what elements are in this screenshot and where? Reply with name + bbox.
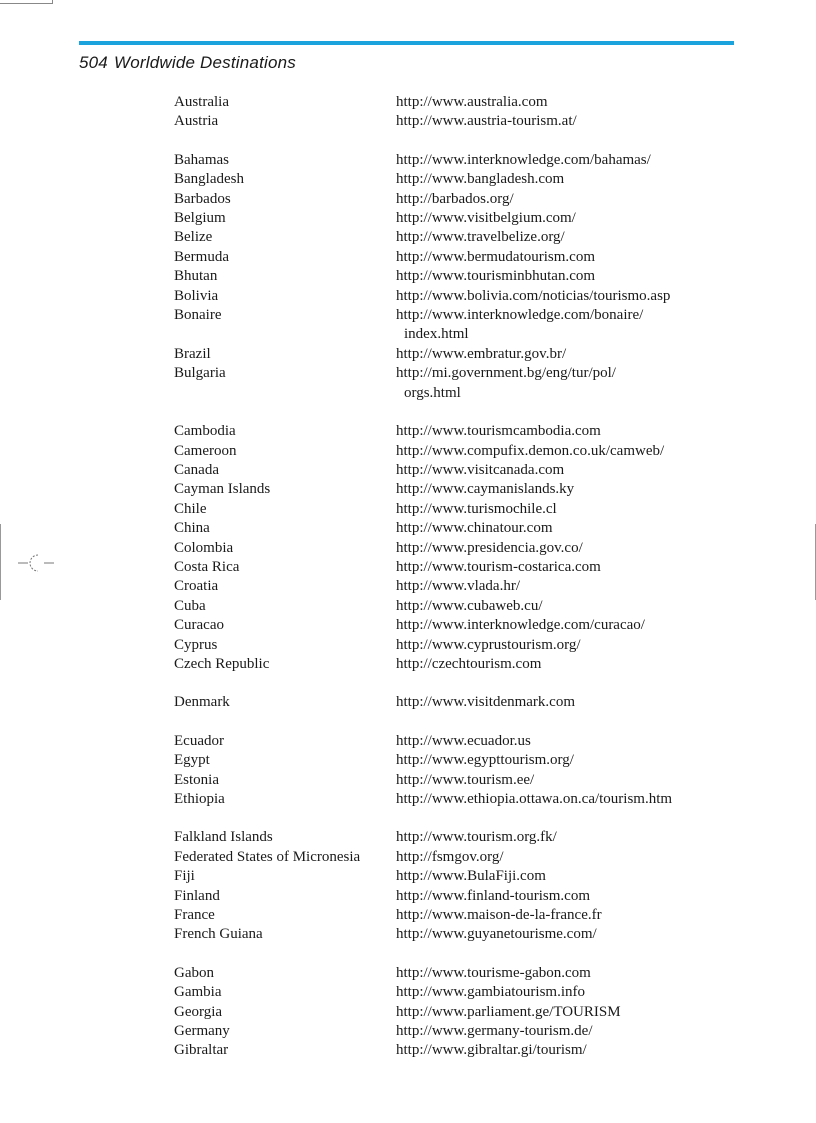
tourism-url: http://barbados.org/ xyxy=(396,190,514,207)
list-item xyxy=(174,190,734,209)
page-number: 504 xyxy=(79,53,108,72)
tourism-url-cell xyxy=(396,887,734,906)
tourism-url: http://www.tourism.org.fk/ xyxy=(396,829,557,846)
country-name: Gabon xyxy=(174,964,214,981)
tourism-url-cell xyxy=(396,345,734,364)
list-item xyxy=(174,655,734,674)
tourism-url-cell xyxy=(396,867,734,886)
tourism-url-cell xyxy=(396,209,734,228)
country-name: Bulgaria xyxy=(174,365,226,382)
tourism-url: http://www.bolivia.com/noticias/tourismo.asp xyxy=(396,287,671,304)
tourism-url: http://www.visitbelgium.com/ xyxy=(396,210,576,227)
tourism-url-cell xyxy=(396,848,734,867)
tourism-url: http://www.travelbelize.org/ xyxy=(396,229,565,246)
tourism-url-cell xyxy=(396,558,734,577)
destinations-list xyxy=(174,93,734,1080)
list-item xyxy=(174,519,734,538)
country-name: Egypt xyxy=(174,752,210,769)
country-name: Cayman Islands xyxy=(174,481,271,498)
tourism-url-cell xyxy=(396,151,734,170)
country-name: Australia xyxy=(174,94,229,110)
tourism-url-cell xyxy=(396,828,734,847)
letter-group xyxy=(174,93,734,132)
country-name: Fiji xyxy=(174,868,195,885)
list-item xyxy=(174,209,734,228)
country-name: Federated States of Micronesia xyxy=(174,848,361,865)
tourism-url: http://www.austria-tourism.at/ xyxy=(396,113,577,130)
list-item xyxy=(174,906,734,925)
country-name: Cameroon xyxy=(174,442,237,459)
section-title: Worldwide Destinations xyxy=(113,53,296,72)
country-name: Cambodia xyxy=(174,423,236,440)
letter-group xyxy=(174,964,734,1061)
tourism-url-cell xyxy=(396,655,734,674)
tourism-url-cell xyxy=(396,93,734,112)
tourism-url: http://www.visitdenmark.com xyxy=(396,694,576,711)
tourism-url-cell xyxy=(396,964,734,983)
tourism-url-cell xyxy=(396,539,734,558)
country-name: China xyxy=(174,520,210,537)
list-item xyxy=(174,93,734,112)
country-name: Belgium xyxy=(174,210,226,227)
list-item xyxy=(174,732,734,751)
list-item xyxy=(174,693,734,712)
country-name: Gibraltar xyxy=(174,1042,229,1059)
tourism-url-cell xyxy=(396,925,734,944)
list-item xyxy=(174,500,734,519)
country-name: Brazil xyxy=(174,345,211,362)
tourism-url: http://www.tourism-costarica.com xyxy=(396,558,601,575)
tourism-url-cell xyxy=(396,906,734,925)
tourism-url: http://www.turismochile.cl xyxy=(396,500,557,517)
list-item xyxy=(174,771,734,790)
list-item xyxy=(174,790,734,809)
tourism-url-cell xyxy=(396,771,734,790)
tourism-url: http://fsmgov.org/ xyxy=(396,848,504,865)
country-name: Bangladesh xyxy=(174,171,244,188)
tourism-url: http://czechtourism.com xyxy=(396,655,542,672)
country-name: Denmark xyxy=(174,694,230,711)
country-name: Bermuda xyxy=(174,248,229,265)
country-name: Croatia xyxy=(174,578,219,595)
country-name: Ecuador xyxy=(174,732,224,749)
tourism-url-cell xyxy=(396,422,734,441)
tourism-url: http://www.caymanislands.ky xyxy=(396,481,575,498)
letter-group xyxy=(174,693,734,712)
crop-mark-tick xyxy=(52,0,53,4)
tourism-url: http://www.guyanetourisme.com/ xyxy=(396,926,597,943)
tourism-url-cell xyxy=(396,1022,734,1041)
tourism-url-cell xyxy=(396,693,734,712)
tourism-url: http://www.interknowledge.com/bonaire/ xyxy=(396,307,644,324)
tourism-url-cell xyxy=(396,1003,734,1022)
tourism-url-cell xyxy=(396,636,734,655)
tourism-url: http://www.germany-tourism.de/ xyxy=(396,1023,593,1040)
list-item xyxy=(174,558,734,577)
list-item xyxy=(174,616,734,635)
tourism-url: http://www.cubaweb.cu/ xyxy=(396,597,543,614)
tourism-url-cell xyxy=(396,1041,734,1060)
tourism-url-cell xyxy=(396,790,734,809)
margin-line-left xyxy=(0,524,1,600)
country-name: Georgia xyxy=(174,1003,223,1020)
tourism-url: http://mi.government.bg/eng/tur/pol/ xyxy=(396,365,616,382)
tourism-url-cell xyxy=(396,228,734,247)
list-item xyxy=(174,248,734,267)
tourism-url-cell xyxy=(396,461,734,480)
tourism-url: http://www.ethiopia.ottawa.on.ca/tourism.htm xyxy=(396,791,673,807)
country-name: Finland xyxy=(174,887,220,904)
list-item xyxy=(174,228,734,247)
country-name: Germany xyxy=(174,1023,230,1040)
tourism-url-cell xyxy=(396,364,734,403)
tourism-url-cell xyxy=(396,500,734,519)
country-name: Chile xyxy=(174,500,207,517)
list-item xyxy=(174,306,734,345)
list-item xyxy=(174,442,734,461)
tourism-url: http://www.maison-de-la-france.fr xyxy=(396,907,602,924)
tourism-url-cell xyxy=(396,577,734,596)
list-item xyxy=(174,887,734,906)
registration-mark-icon xyxy=(18,551,54,575)
list-item xyxy=(174,1041,734,1060)
tourism-url-cell xyxy=(396,983,734,1002)
tourism-url: http://www.ecuador.us xyxy=(396,732,531,749)
tourism-url: http://www.tourisminbhutan.com xyxy=(396,268,596,285)
list-item xyxy=(174,461,734,480)
tourism-url-cell xyxy=(396,170,734,189)
list-item xyxy=(174,287,734,306)
list-item xyxy=(174,925,734,944)
tourism-url-cell xyxy=(396,248,734,267)
country-name: Czech Republic xyxy=(174,655,270,672)
list-item xyxy=(174,1003,734,1022)
list-item xyxy=(174,1022,734,1041)
header-rule xyxy=(79,41,734,45)
country-name: Belize xyxy=(174,229,213,246)
tourism-url: http://www.tourisme-gabon.com xyxy=(396,964,591,981)
tourism-url: http://www.vlada.hr/ xyxy=(396,578,521,595)
tourism-url-cell xyxy=(396,306,734,345)
country-name: Barbados xyxy=(174,190,231,207)
tourism-url: http://www.embratur.gov.br/ xyxy=(396,345,567,362)
tourism-url-cell xyxy=(396,287,734,306)
tourism-url-cell xyxy=(396,480,734,499)
list-item xyxy=(174,577,734,596)
country-name: Gambia xyxy=(174,984,222,1001)
tourism-url-cell xyxy=(396,267,734,286)
tourism-url-cell xyxy=(396,751,734,770)
letter-group xyxy=(174,151,734,403)
tourism-url: http://www.presidencia.gov.co/ xyxy=(396,539,583,556)
list-item xyxy=(174,422,734,441)
list-item xyxy=(174,964,734,983)
tourism-url: http://www.tourismcambodia.com xyxy=(396,423,601,440)
tourism-url-cell xyxy=(396,519,734,538)
country-name: Cuba xyxy=(174,597,206,614)
country-name: Estonia xyxy=(174,771,219,788)
list-item xyxy=(174,751,734,770)
letter-group xyxy=(174,732,734,810)
tourism-url: http://www.BulaFiji.com xyxy=(396,868,546,885)
tourism-url: http://www.australia.com xyxy=(396,94,548,110)
list-item xyxy=(174,867,734,886)
country-name: Colombia xyxy=(174,539,234,556)
country-name: France xyxy=(174,907,215,924)
tourism-url: http://www.bangladesh.com xyxy=(396,171,565,188)
tourism-url: http://www.bermudatourism.com xyxy=(396,248,595,265)
list-item xyxy=(174,597,734,616)
country-name: Cyprus xyxy=(174,636,218,653)
list-item xyxy=(174,267,734,286)
letter-group xyxy=(174,828,734,944)
tourism-url: http://www.egypttourism.org/ xyxy=(396,752,574,769)
running-head xyxy=(79,53,296,73)
letter-group xyxy=(174,422,734,674)
list-item xyxy=(174,151,734,170)
list-item xyxy=(174,480,734,499)
crop-mark xyxy=(0,3,52,4)
country-name: Bhutan xyxy=(174,268,218,285)
list-item xyxy=(174,364,734,403)
country-name: French Guiana xyxy=(174,926,263,943)
tourism-url-cell xyxy=(396,112,734,131)
country-name: Austria xyxy=(174,113,219,130)
tourism-url: http://www.parliament.ge/TOURISM xyxy=(396,1003,621,1020)
tourism-url-cell xyxy=(396,597,734,616)
tourism-url-cell xyxy=(396,442,734,461)
tourism-url: http://www.compufix.demon.co.uk/camweb/ xyxy=(396,442,665,459)
tourism-url: http://www.finland-tourism.com xyxy=(396,887,591,904)
list-item xyxy=(174,828,734,847)
country-name: Canada xyxy=(174,461,219,478)
tourism-url: http://www.visitcanada.com xyxy=(396,461,565,478)
tourism-url: http://www.interknowledge.com/curacao/ xyxy=(396,617,645,634)
list-item xyxy=(174,983,734,1002)
tourism-url-cell xyxy=(396,732,734,751)
tourism-url: http://www.tourism.ee/ xyxy=(396,771,535,788)
tourism-url: http://www.gibraltar.gi/tourism/ xyxy=(396,1042,587,1059)
country-name: Bolivia xyxy=(174,287,219,304)
country-name: Falkland Islands xyxy=(174,829,273,846)
tourism-url-cell xyxy=(396,616,734,635)
country-name: Costa Rica xyxy=(174,558,240,575)
tourism-url-cell xyxy=(396,190,734,209)
list-item xyxy=(174,112,734,131)
tourism-url: http://www.gambiatourism.info xyxy=(396,984,586,1001)
tourism-url: http://www.chinatour.com xyxy=(396,520,553,537)
country-name: Ethiopia xyxy=(174,791,225,807)
list-item xyxy=(174,345,734,364)
list-item xyxy=(174,636,734,655)
tourism-url: http://www.cyprustourism.org/ xyxy=(396,636,581,653)
tourism-url: http://www.interknowledge.com/bahamas/ xyxy=(396,151,651,168)
list-item xyxy=(174,539,734,558)
country-name: Bonaire xyxy=(174,307,222,324)
tourism-url-continuation: orgs.html xyxy=(404,384,461,401)
country-name: Bahamas xyxy=(174,151,229,168)
list-item xyxy=(174,848,734,867)
country-name: Curacao xyxy=(174,617,224,634)
tourism-url-continuation: index.html xyxy=(404,326,469,343)
list-item xyxy=(174,170,734,189)
